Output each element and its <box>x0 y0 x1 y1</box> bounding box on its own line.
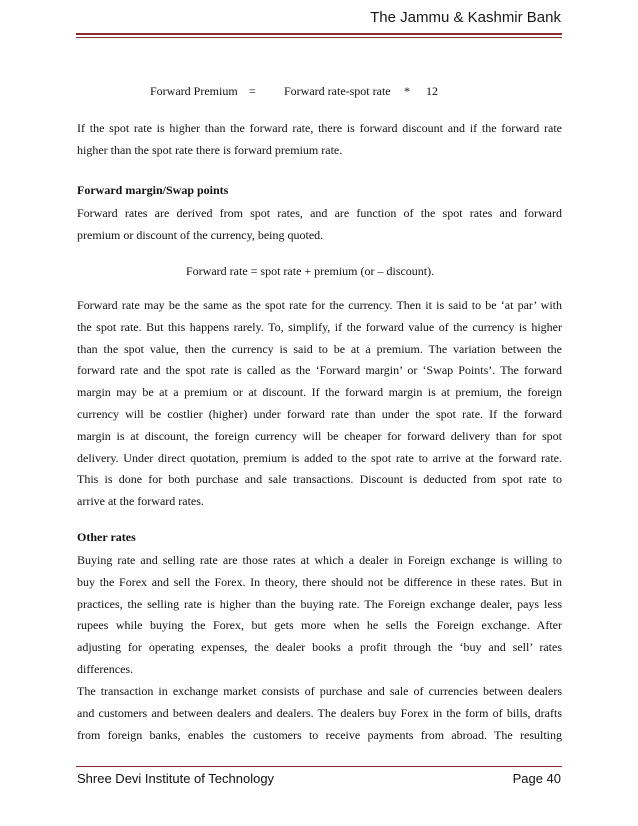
text-line: Forward rate may be the same as the spot rate for the currency. Then it is said to be ‘at par’ with <box>77 298 562 312</box>
formula-equals: = <box>249 84 256 98</box>
text-line: This is done for both purchase and sale transactions. Discount is deducted from spot rate to <box>77 472 562 487</box>
paragraph-exchange-transactions <box>77 681 562 746</box>
text-line: margin is at discount, the foreign currency will be cheaper for forward delivery than for spot <box>77 428 562 443</box>
footer-institute: Shree Devi Institute of Technology <box>77 771 275 786</box>
text-line: If the spot rate is higher than the forward rate, there is forward discount and if the forward rate <box>77 121 562 135</box>
text-line: from foreign banks, enables the customers to receive payments from abroad. The resulting <box>77 727 562 742</box>
paragraph-buying-selling-rates <box>77 550 562 681</box>
text-line: higher than the spot rate there is forward premium rate. <box>77 142 343 157</box>
header-rule-thick <box>76 33 562 35</box>
paragraph-forward-discount <box>77 118 562 162</box>
paragraph-forward-rate-explanation <box>77 295 562 513</box>
text-line: margin may be at a premium or at discount. If the forward margin is at premium, the foreign <box>77 385 562 400</box>
footer-page-number: Page 40 <box>512 771 561 786</box>
heading-forward-margin: Forward margin/Swap points <box>77 183 229 197</box>
text-line: rupees while buying the Forex, but gets more when he sells the Foreign exchange. After <box>77 618 562 633</box>
text-line: and customers and between dealers and dealers. The dealers buy Forex in the form of bills, drafts <box>77 705 562 720</box>
formula-left: Forward Premium <box>150 84 238 98</box>
formula-number: 12 <box>426 84 438 98</box>
text-line: buy the Forex and sell the Forex. In theory, there should not be difference in these rates. But in <box>77 574 562 589</box>
text-line: practices, the selling rate is higher than the buying rate. The Foreign exchange dealer, pays less <box>77 596 562 611</box>
text-line: delivery. Under direct quotation, premium is added to the spot rate to arrive at the forward rate. <box>77 450 562 465</box>
text-line: than the spot value, then the currency is said to be at a premium. The variation between the <box>77 341 562 356</box>
text-line: adjusting for operating expenses, the dealer books a profit through the ‘buy and sell’ rates <box>77 640 562 655</box>
text-line: currency will be costlier (higher) under forward rate than under the spot rate. If the forward <box>77 406 562 421</box>
text-line: Forward rates are derived from spot rates, and are function of the spot rates and forward <box>77 206 562 220</box>
page-header-title: The Jammu & Kashmir Bank <box>370 9 561 26</box>
heading-other-rates: Other rates <box>77 530 136 544</box>
text-line: differences. <box>77 661 134 676</box>
header-rule-thin <box>76 37 562 38</box>
text-line: forward rate and the spot rate is called as the ‘Forward margin’ or ‘Swap Points’. The forward <box>77 363 562 378</box>
footer-rule <box>76 766 562 767</box>
text-line: arrive at the forward rates. <box>77 494 204 509</box>
text-line: Buying rate and selling rate are those rates at which a dealer in Foreign exchange is willing to <box>77 553 562 567</box>
text-line: the spot rate. But this happens rarely. To, simplify, if the forward value of the currency is higher <box>77 319 562 334</box>
text-line: The transaction in exchange market consists of purchase and sale of currencies between dealers <box>77 684 562 698</box>
formula-forward-rate: Forward rate = spot rate + premium (or – discount). <box>186 264 435 278</box>
formula-right: Forward rate-spot rate <box>284 84 391 98</box>
formula-operator: * <box>404 84 410 98</box>
paragraph-forward-rates-derived <box>77 203 562 247</box>
text-line: premium or discount of the currency, being quoted. <box>77 227 324 242</box>
